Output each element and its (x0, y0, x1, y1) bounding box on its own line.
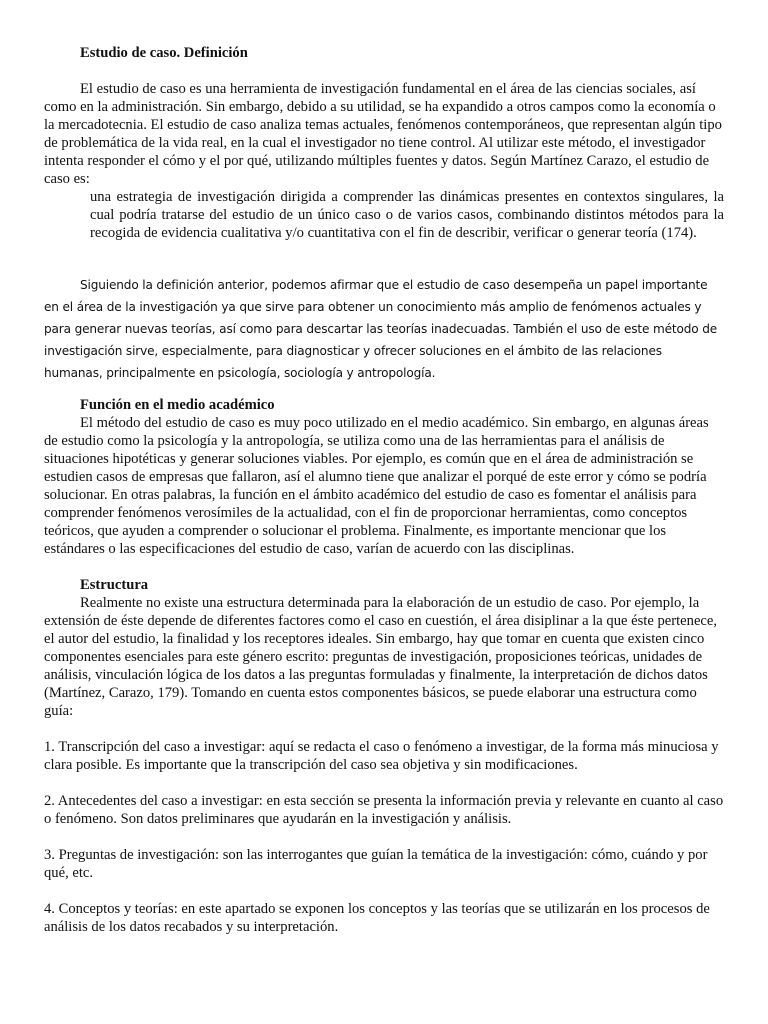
spacer (44, 774, 724, 792)
paragraph-funcion: El método del estudio de caso es muy poco utilizado en el medio académico. Sin embargo, en algunas áreas de estudio como la psicología y la antropología, se utiliza como una de las herramientas para el análisis de situaciones hipotéticas y generar soluciones viables. Por ejemplo, es común que en el área de administración se estudien casos de empresas que fallaron, así el alumno tiene que analizar el porqué de este error y cómo se podría solucionar. En otras palabras, la función en el ámbito académico del estudio de caso es fomentar el análisis para comprender fenómenos verosímiles de la actualidad, con el fin de proporcionar herramientas, como conceptos teóricos, que ayuden a comprender o solucionar el problema. Finalmente, es importante mencionar que los estándares o las especificaciones del estudio de caso, varían de acuerdo con las disciplinas. (44, 415, 709, 557)
spacer (44, 384, 724, 396)
block-quote: una estrategia de investigación dirigida a comprender las dinámicas presentes en contextos singulares, la cual podría tratarse del estudio de un único caso o de varios casos, combinando distintos métodos para la recogida de evidencia cualitativa y/o cuantitativa con el fin de describir, verificar o generar teoría (174). (90, 189, 724, 241)
spacer (44, 558, 724, 576)
section-heading-definicion: Estudio de caso. Definición (80, 45, 248, 61)
paragraph-followup: Siguiendo la definición anterior, podemos afirmar que el estudio de caso desempeña un papel importante en el área de la investigación ya que sirve para obtener un conocimiento más amplio de fenómenos actuales y para generar nuevas teorías, así como para descartar las teorías inadecuadas. También el uso de este método de investigación sirve, especialmente, para diagnosticar y ofrecer soluciones en el ámbito de las relaciones humanas, principalmente en psicología, sociología y antropología. (44, 278, 718, 380)
list-item: 4. Conceptos y teorías: en este apartado se exponen los conceptos y las teorías que se utilizarán en los procesos de análisis de los datos recabados y su interpretación. (44, 901, 710, 935)
section-heading-estructura: Estructura (80, 577, 149, 593)
list-item: 3. Preguntas de investigación: son las interrogantes que guían la temática de la investigación: cómo, cuándo y por qué, etc. (44, 847, 708, 881)
spacer (44, 882, 724, 900)
spacer (44, 242, 724, 274)
section-heading-funcion: Función en el medio académico (80, 397, 275, 413)
spacer (44, 720, 724, 738)
list-item: 1. Transcripción del caso a investigar: aquí se redacta el caso o fenómeno a investigar, de la forma más minuciosa y clara posible. Es importante que la transcripción del caso sea objetiva y sin modificaciones. (44, 739, 719, 773)
paragraph-estructura: Realmente no existe una estructura determinada para la elaboración de un estudio de caso. Por ejemplo, la extensión de éste depende de diferentes factores como el caso en cuestión, el área disiplinar a la que éste pertenece, el autor del estudio, la finalidad y los receptores ideales. Sin embargo, hay que tomar en cuenta que existen cinco componentes esenciales para este género escrito: preguntas de investigación, proposiciones teóricas, unidades de análisis, vinculación lógica de los datos a las preguntas formuladas y finalmente, la interpretación de dichos datos (Martínez, Carazo, 179). Tomando en cuenta estos componentes básicos, se puede elaborar una estructura como guía: (44, 595, 718, 719)
paragraph-intro: El estudio de caso es una herramienta de investigación fundamental en el área de las ciencias sociales, así como en la administración. Sin embargo, debido a su utilidad, se ha expandido a otros campos como la economía o la mercadotecnia. El estudio de caso analiza temas actuales, fenómenos contemporáneos, que representan algún tipo de problemática de la vida real, en la cual el investigador no tiene control. Al utilizar este método, el investigador intenta responder el cómo y el por qué, utilizando múltiples fuentes y datos. Según Martínez Carazo, el estudio de caso es: (44, 81, 722, 187)
spacer (44, 62, 724, 80)
spacer (44, 828, 724, 846)
document-page (44, 44, 724, 936)
list-item: 2. Antecedentes del caso a investigar: en esta sección se presenta la información previa y relevante en cuanto al caso o fenómeno. Son datos preliminares que ayudarán en la investigación y análisis. (44, 793, 724, 827)
